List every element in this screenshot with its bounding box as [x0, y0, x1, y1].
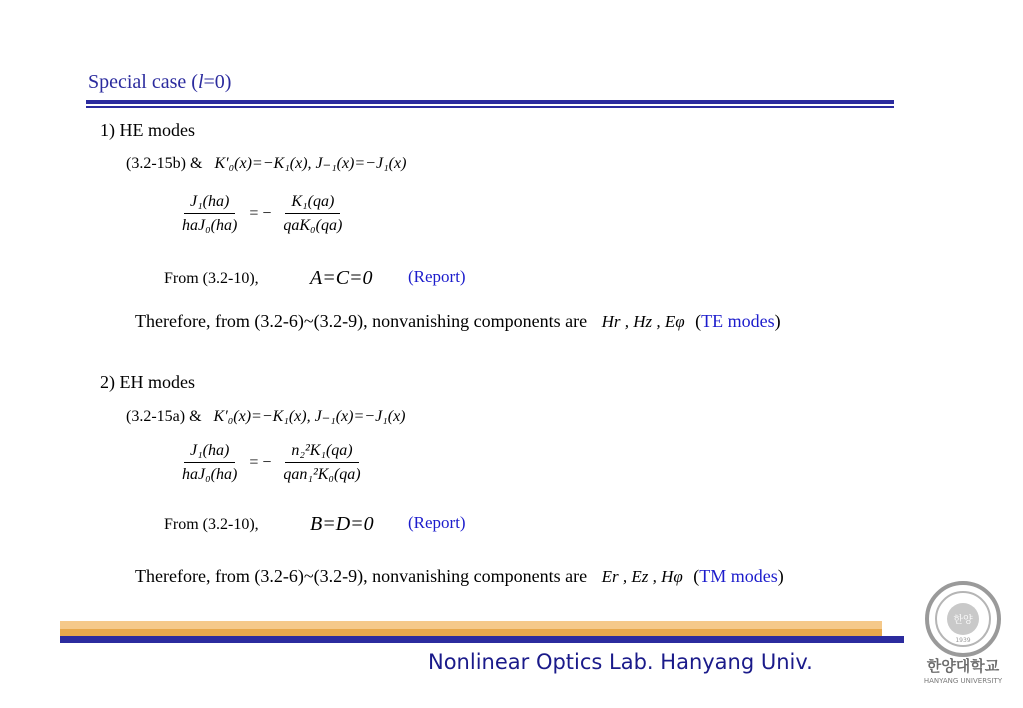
footer-band-light: [60, 621, 882, 629]
he-components: Hr , Hz , Eφ: [601, 312, 685, 331]
he-dispersion-equation: $\frac{\text{J₁(ha)}}{\text{haJ₀(ha)}}$ = − $\frac{\text{K₁(qa)}}{\text{qaK₀(qa)}}$: [176, 193, 348, 235]
eh-from-label: From (3.2-10),: [164, 516, 259, 533]
footer-lab-name: Nonlinear Optics Lab. Hanyang Univ.: [428, 650, 813, 674]
eh-report-link[interactable]: (Report): [408, 513, 466, 532]
he-therefore-line: Therefore, from (3.2-6)~(3.2-9), nonvanishing components are Hr , Hz , Eφ (TE modes): [135, 311, 781, 331]
university-seal-icon: [912, 575, 1014, 690]
eh-bessel-identity: K′₀(x)=−K₁(x), J₋₁(x)=−J₁(x): [213, 408, 406, 425]
svg-text:한양: 한양: [953, 615, 973, 626]
eh-components: Er , Ez , Hφ: [601, 567, 683, 586]
svg-text:1939: 1939: [955, 637, 971, 644]
svg-text:HANYANG UNIVERSITY: HANYANG UNIVERSITY: [923, 677, 1003, 685]
footer-band-blue: [60, 636, 904, 643]
eh-condition: B=D=0: [310, 513, 374, 535]
eh-fraction-right: $\frac{\text{n₂²K₁(qa)}}{\text{qan₁²K₀(qa)}}$: [283, 442, 361, 483]
he-condition: A=C=0: [310, 267, 373, 289]
he-from-label: From (3.2-10),: [164, 270, 259, 287]
he-fraction-right: $\frac{\text{K₁(qa)}}{\text{qaK₀(qa)}}$: [283, 193, 343, 234]
te-modes-link[interactable]: TE modes: [701, 311, 775, 331]
title-rule-thick: [86, 100, 894, 104]
title-rule-thin: [86, 106, 894, 108]
eh-therefore-line: Therefore, from (3.2-6)~(3.2-9), nonvanishing components are Er , Ez , Hφ (TM modes): [135, 566, 784, 586]
eh-dispersion-equation: $\frac{\text{J₁(ha)}}{\text{haJ₀(ha)}}$ = − $\frac{\text{n₂²K₁(qa)}}{\text{qan₁²K₀(qa)}}$: [176, 442, 367, 484]
university-logo: [912, 575, 1014, 690]
slide-title: Special case (l=0): [88, 71, 232, 93]
eh-heading: 2) EH modes: [100, 372, 195, 392]
he-fraction-left: $\frac{\text{J₁(ha)}}{\text{haJ₀(ha)}}$: [182, 193, 238, 234]
he-report-link[interactable]: (Report): [408, 267, 466, 286]
he-bessel-identity: K′₀(x)=−K₁(x), J₋₁(x)=−J₁(x): [214, 155, 407, 172]
eh-equation-label: (3.2-15a) & K′₀(x)=−K₁(x), J₋₁(x)=−J₁(x): [126, 408, 406, 425]
footer-band-dark: [60, 629, 882, 636]
svg-text:한양대학교: 한양대학교: [926, 657, 1000, 675]
he-heading: 1) HE modes: [100, 120, 195, 140]
eh-fraction-left: $\frac{\text{J₁(ha)}}{\text{haJ₀(ha)}}$: [182, 442, 238, 483]
tm-modes-link[interactable]: TM modes: [699, 566, 778, 586]
he-equation-label: (3.2-15b) & K′₀(x)=−K₁(x), J₋₁(x)=−J₁(x): [126, 155, 407, 172]
